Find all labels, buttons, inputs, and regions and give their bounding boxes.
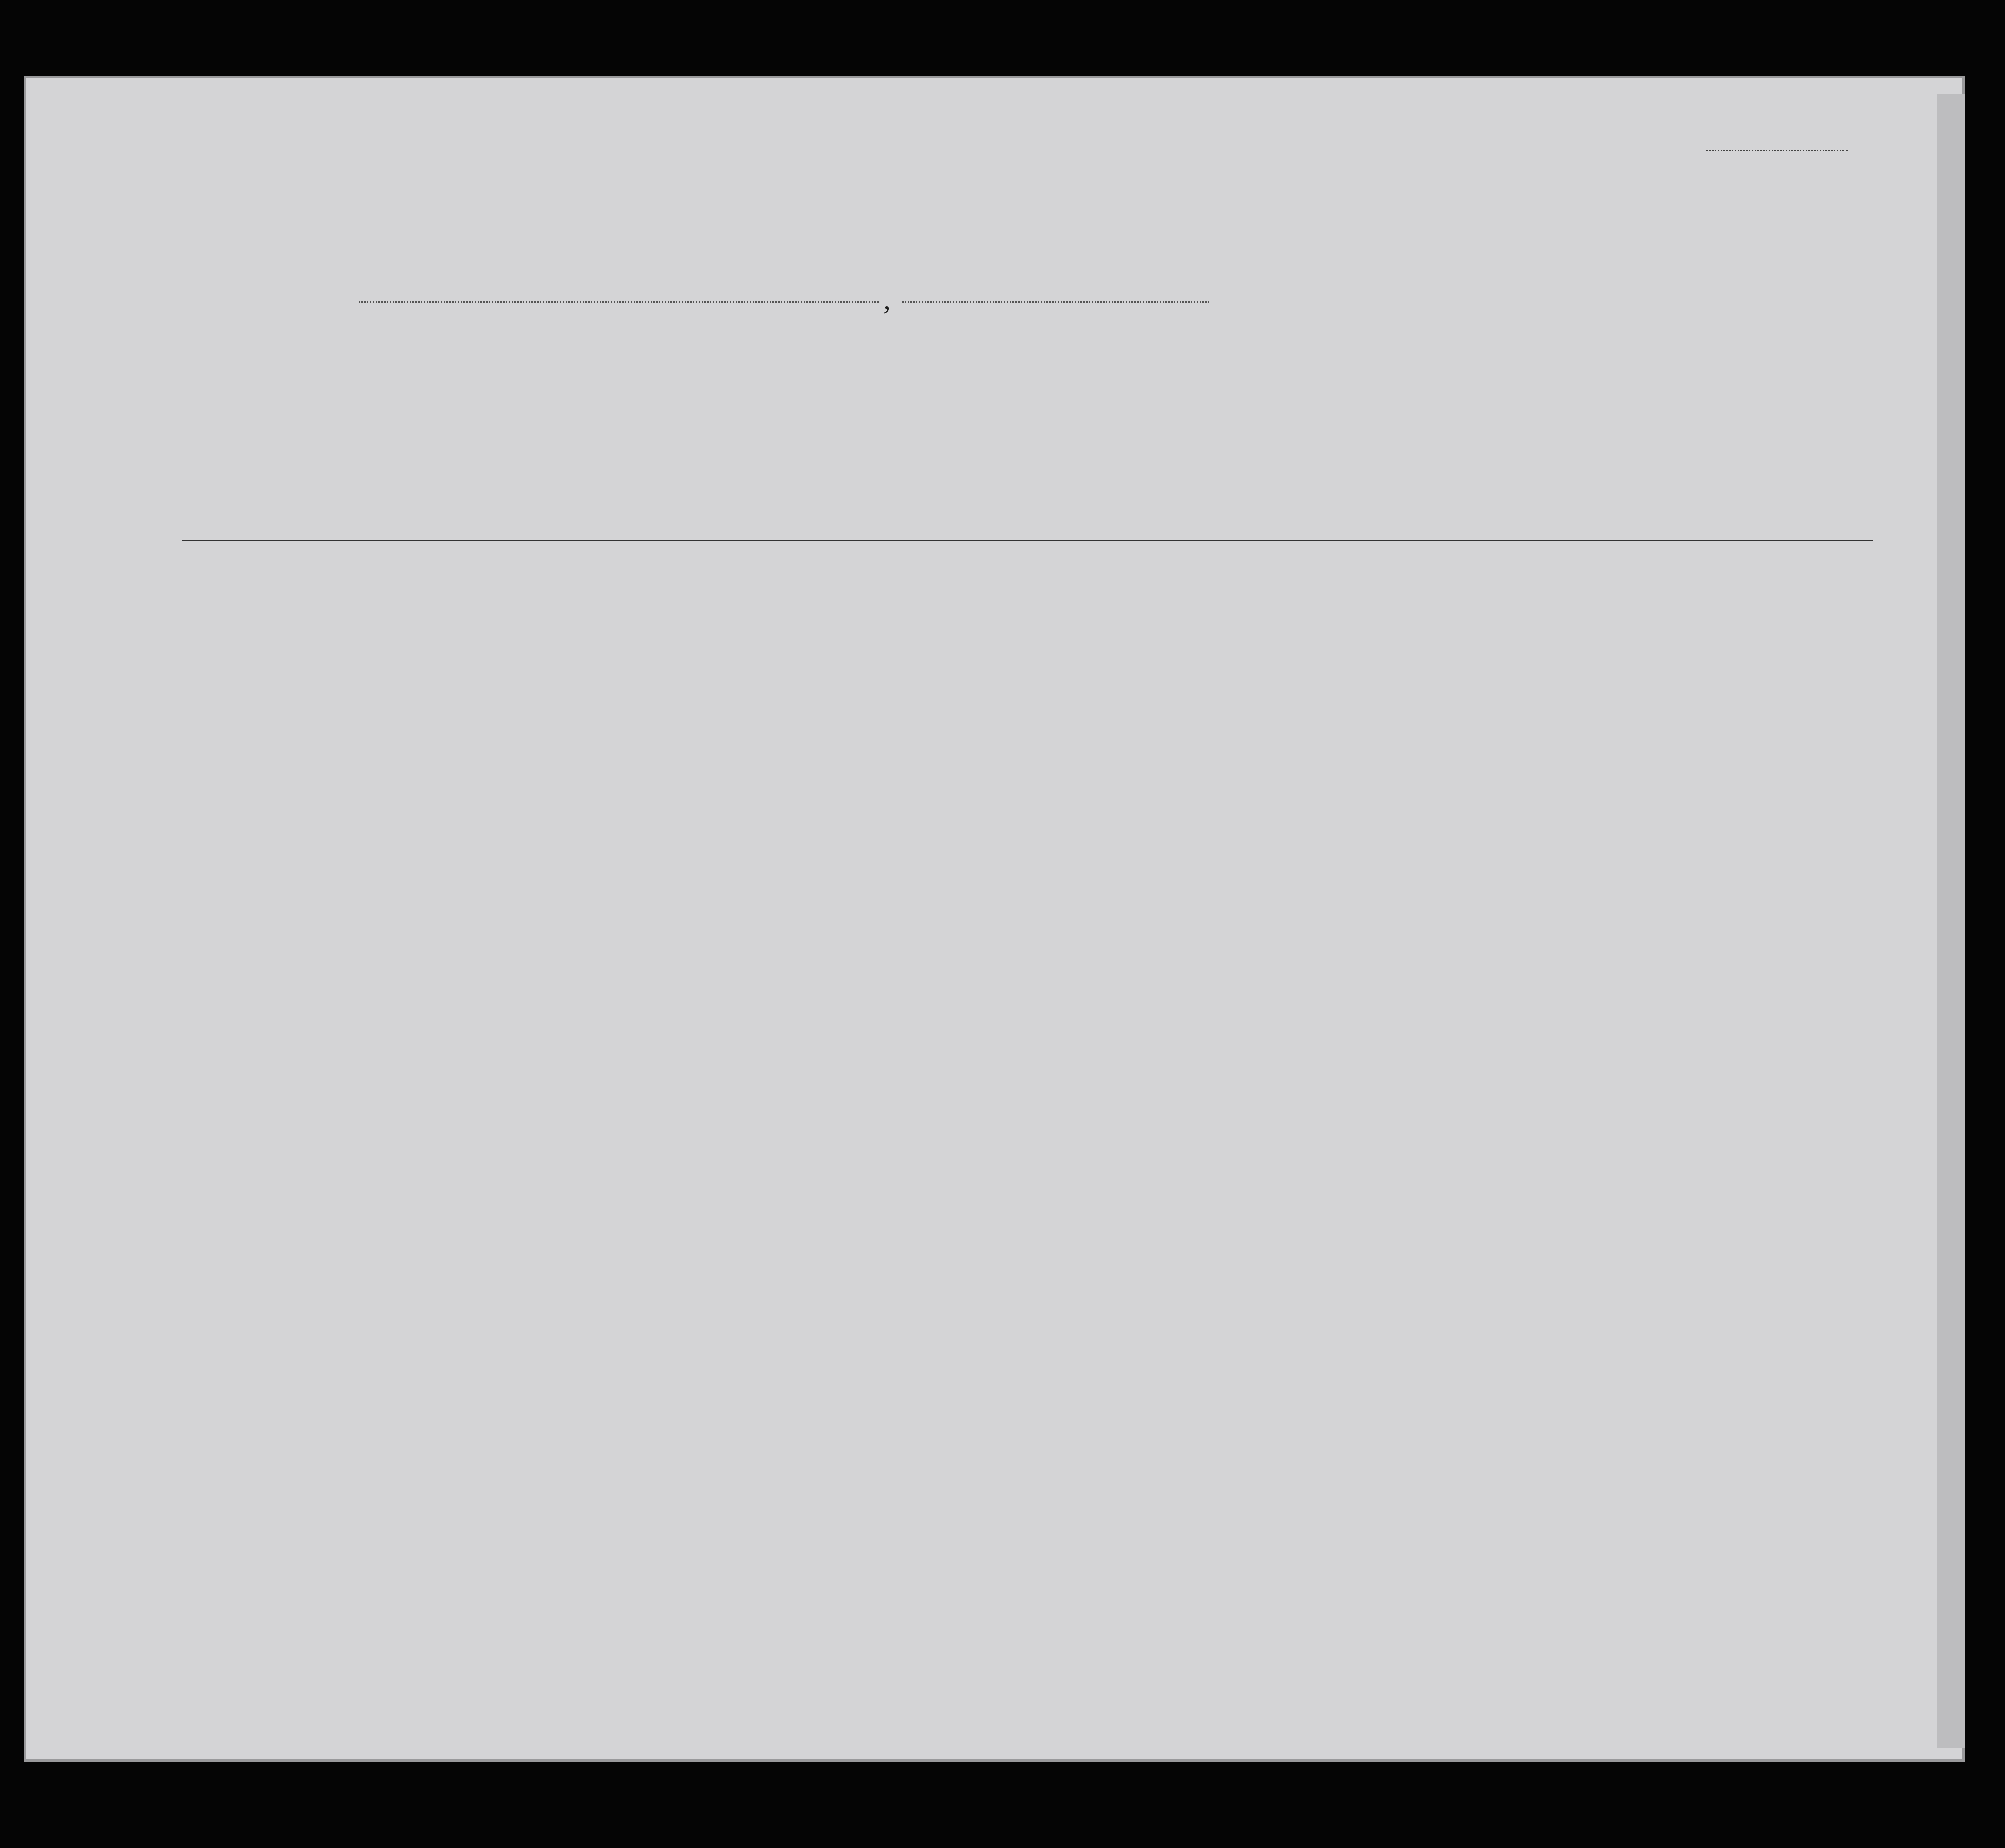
header-q28 — [1385, 368, 1418, 557]
manifest-sheet — [24, 76, 1965, 1762]
header-prison — [1291, 368, 1314, 557]
table-grid — [24, 76, 1965, 1762]
header-q30 — [1475, 368, 1499, 557]
strike-line — [182, 540, 1873, 541]
header-q29 — [1434, 368, 1462, 557]
header-citizen — [1252, 368, 1271, 557]
comma: , — [883, 284, 891, 315]
header-purpose-return — [1157, 368, 1181, 557]
header-length-of-time — [1207, 368, 1226, 557]
